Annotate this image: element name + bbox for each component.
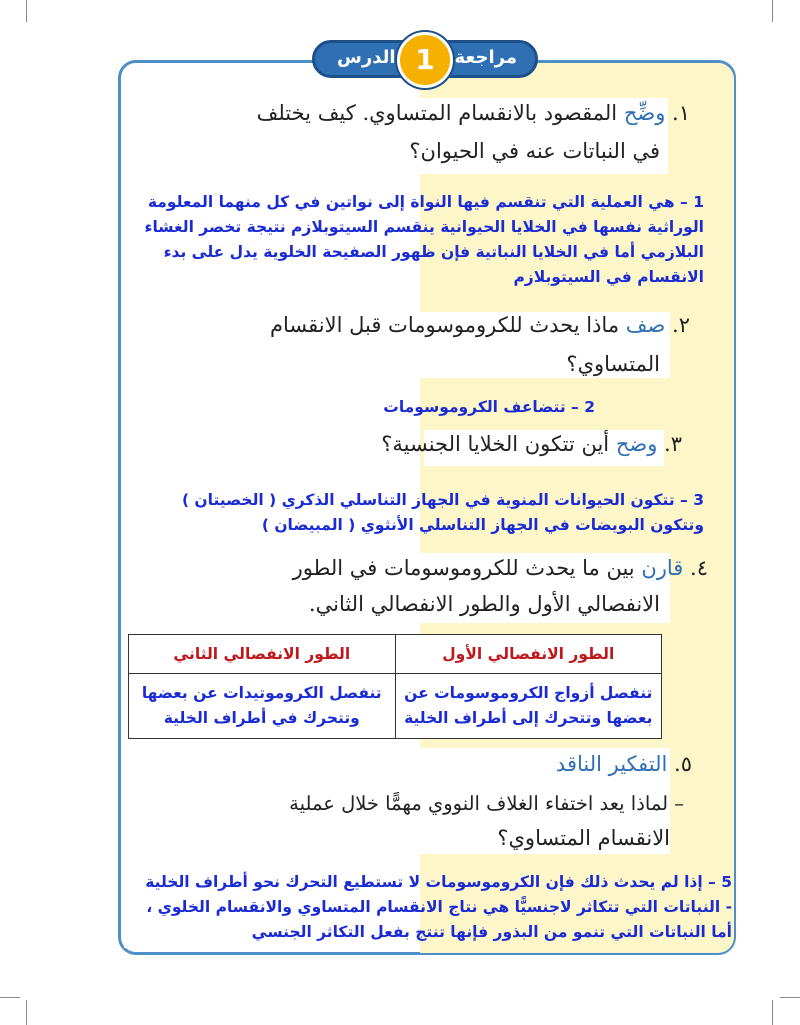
crop-mark xyxy=(0,997,20,998)
answer-5-line-1: 5 – إذا لم يحدث ذلك فإن الكروموسومات لا تستطيع التحرك نحو أطراف الخلية xyxy=(145,873,732,891)
question-5-verb: التفكير الناقد xyxy=(555,752,668,776)
question-2-verb: صف xyxy=(625,313,666,337)
question-1-line-1: ١. وضِّح المقصود بالانقسام المتساوي. كيف يختلف xyxy=(256,101,690,125)
question-4-verb: قارن xyxy=(641,556,684,580)
answer-1-line-2: الوراثية نفسها في الخلايا الحيوانية ينقسم السيتوبلازم نتيجة تخصر الغشاء xyxy=(144,218,704,236)
question-5-line-2: الانقسام المتساوي؟ xyxy=(497,826,670,850)
answer-5-line-3: أما النباتات التي تنمو من البذور فإنها تنتج بفعل التكاثر الجنسي xyxy=(251,923,732,941)
answer-1-line-4: الانقسام في السيتوبلازم xyxy=(513,268,704,286)
question-1-verb: وضِّح xyxy=(623,101,666,125)
question-3-verb: وضح xyxy=(615,432,658,456)
answer-3-line-2: وتتكون البويضات في الجهاز التناسلي الأنثوي ( المبيضان ) xyxy=(261,516,704,534)
crop-mark xyxy=(772,1000,773,1025)
crop-mark xyxy=(780,997,800,998)
lesson-label: الدرس xyxy=(337,47,396,68)
question-1-line-2: في النباتات عنه في الحيوان؟ xyxy=(409,139,660,163)
review-label: مراجعة xyxy=(454,47,517,68)
crop-mark xyxy=(26,0,27,22)
table-cell-anaphase-2: تنفصل الكروموتيدات عن بعضها وتتحرك في أطراف الخلية xyxy=(129,674,396,739)
question-2-line-1: ٢. صف ماذا يحدث للكروموسومات قبل الانقسام xyxy=(270,313,690,337)
question-4-line-2: الانفصالي الأول والطور الانفصالي الثاني. xyxy=(308,592,660,616)
table-header-anaphase-1: الطور الانفصالي الأول xyxy=(395,635,662,674)
crop-mark xyxy=(26,1000,27,1025)
question-2-line-2: المتساوي؟ xyxy=(566,352,660,376)
table-header-anaphase-2: الطور الانفصالي الثاني xyxy=(129,635,396,674)
answer-1-line-3: البلازمي أما في الخلايا النباتية فإن ظهور الصفيحة الخلوية يدل على بدء xyxy=(163,243,704,261)
answer-1-line-1: 1 – هي العملية التي تنقسم فيها النواة إلى نواتين في كل منهما المعلومة xyxy=(147,193,704,211)
answer-3-line-1: 3 – تتكون الحيوانات المنوية في الجهاز التناسلي الذكري ( الخصيتان ) xyxy=(181,491,704,509)
question-4-line-1: ٤. قارن بين ما يحدث للكروموسومات في الطور xyxy=(292,556,708,580)
question-5-line-1: – لماذا يعد اختفاء الغلاف النووي مهمًّا خلال عملية xyxy=(289,792,684,815)
question-5-heading: ٥. التفكير الناقد xyxy=(555,752,692,776)
crop-mark xyxy=(772,0,773,22)
lesson-number-badge: 1 xyxy=(397,32,453,88)
comparison-table xyxy=(128,634,662,739)
table-cell-anaphase-1: تنفصل أزواج الكروموسومات عن بعضها وتتحرك إلى أطراف الخلية xyxy=(395,674,662,739)
question-3: ٣. وضح أين تتكون الخلايا الجنسية؟ xyxy=(381,432,682,456)
answer-2: 2 – تتضاعف الكروموسومات xyxy=(383,398,595,416)
answer-5-line-2: - النباتات التي تتكاثر لاجنسيًّا هي نتاج الانقسام المتساوي والانقسام الخلوي ، xyxy=(146,898,732,916)
